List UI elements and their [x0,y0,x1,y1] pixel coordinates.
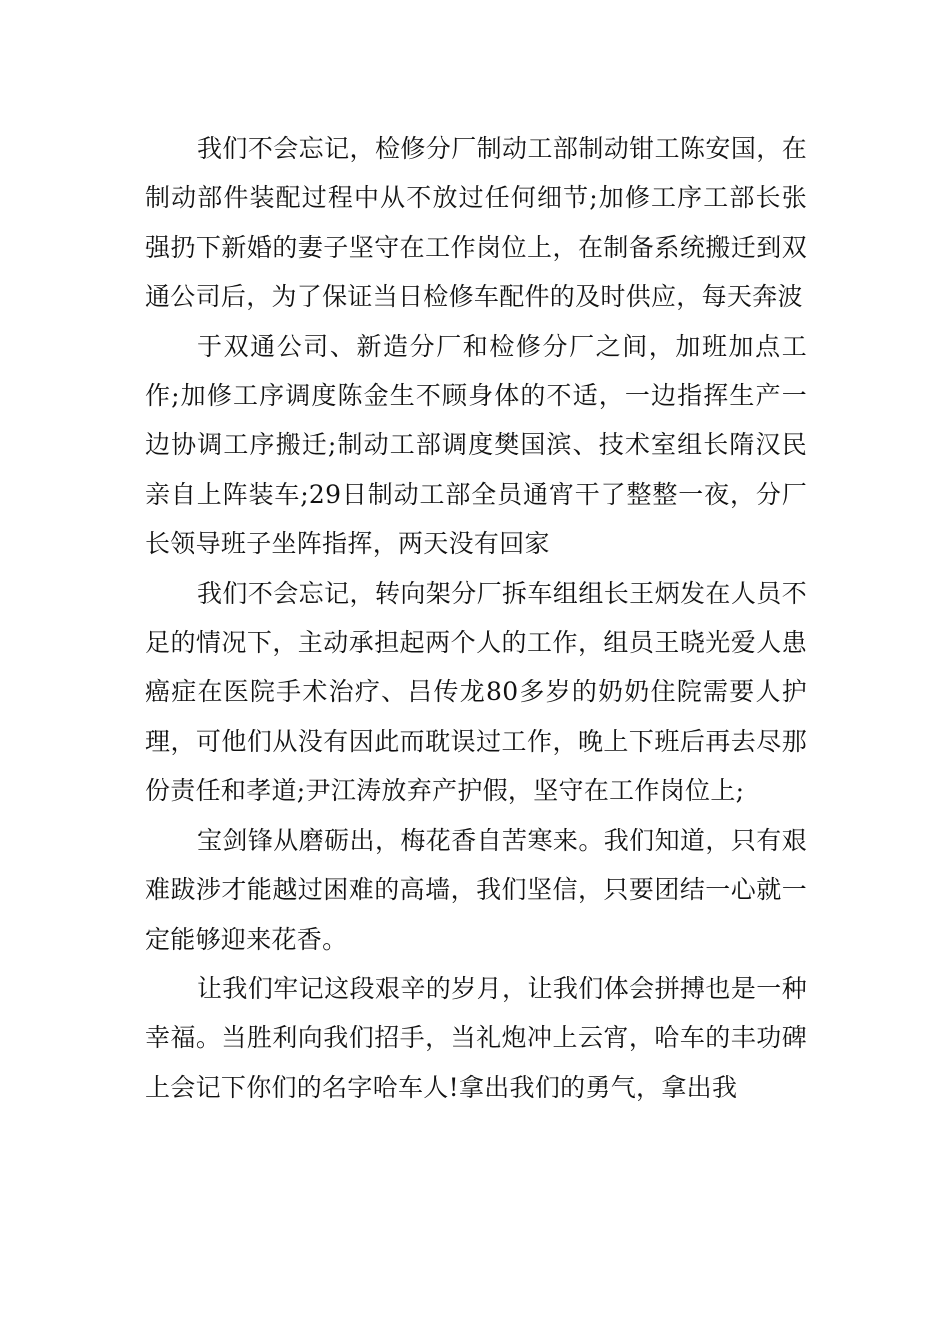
paragraph-1: 我们不会忘记，检修分厂制动工部制动钳工陈安国，在制动部件装配过程中从不放过任何细节;加修工序工部长张强扔下新婚的妻子坚守在工作岗位上，在制备系统搬迁到双通公司后，为了保证当日检修车配件的及时供应，每天奔波 [145,134,807,312]
paragraph-5: 让我们牢记这段艰辛的岁月，让我们体会拼搏也是一种幸福。当胜利向我们招手，当礼炮冲上云宵，哈车的丰功碑上会记下你们的名字哈车人!拿出我们的勇气，拿出我 [145,973,807,1102]
document-body [145,124,807,1112]
paragraph-3: 我们不会忘记，转向架分厂拆车组组长王炳发在人员不足的情况下，主动承担起两个人的工作，组员王晓光爱人患癌症在医院手术治疗、吕传龙80多岁的奶奶住院需要人护理，可他们从没有因此而耽误过工作，晚上下班后再去尽那份责任和孝道;尹江涛放弃产护假，坚守在工作岗位上; [145,578,807,806]
paragraph-2: 于双通公司、新造分厂和检修分厂之间，加班加点工作;加修工序调度陈金生不顾身体的不适，一边指挥生产一边协调工序搬迁;制动工部调度樊国滨、技术室组长隋汉民亲自上阵装车;29日制动工部全员通宵干了整整一夜，分厂长领导班子坐阵指挥，两天没有回家 [145,331,807,559]
paragraph-4: 宝剑锋从磨砺出，梅花香自苦寒来。我们知道，只有艰难跋涉才能越过困难的高墙，我们坚信，只要团结一心就一定能够迎来花香。 [145,825,807,954]
